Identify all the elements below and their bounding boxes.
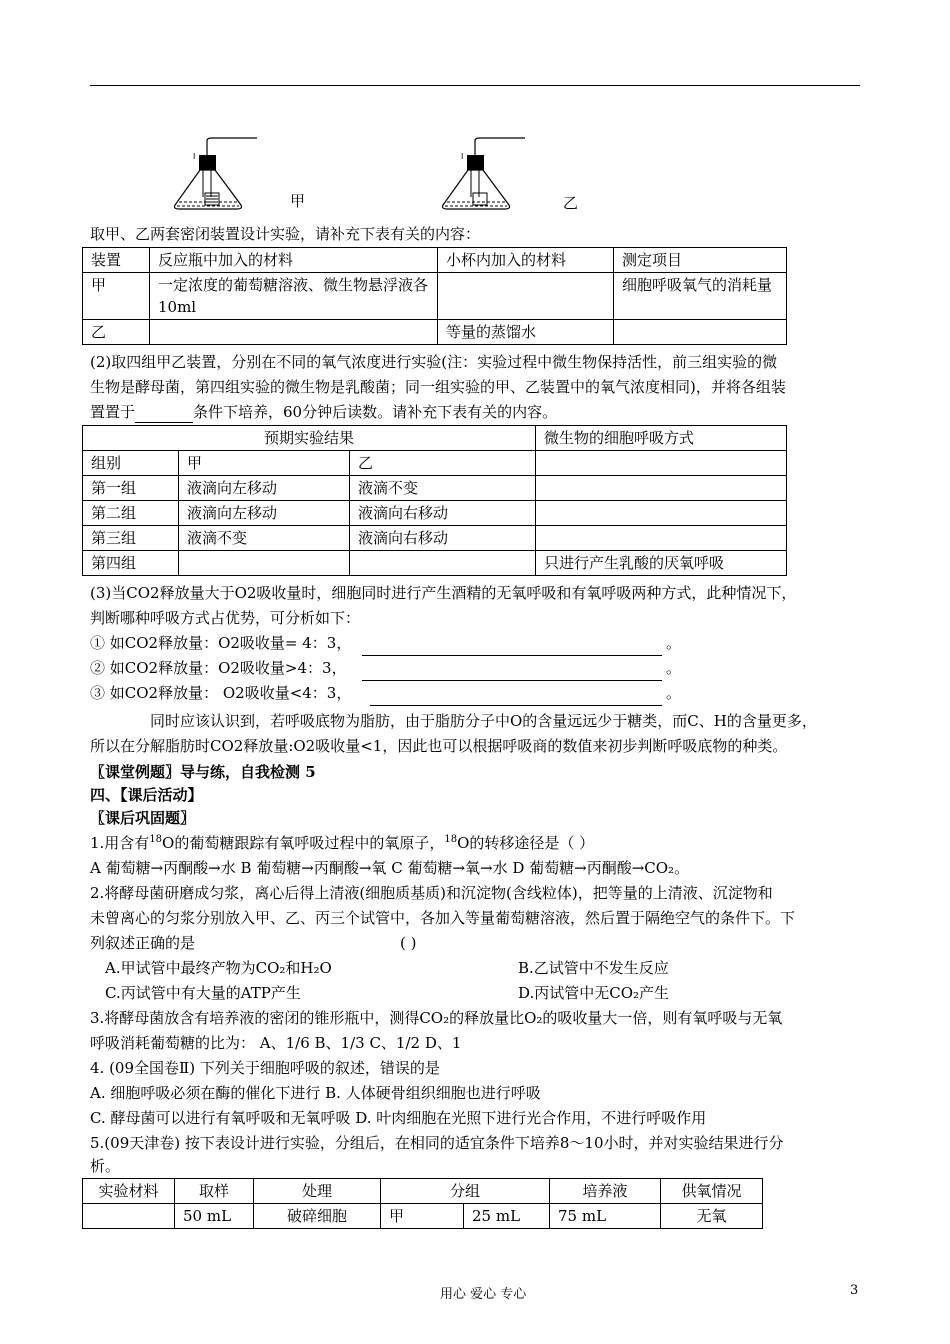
heading-example: 〖课堂例题〗导与练，自我检测 5 — [90, 763, 316, 781]
isotope-superscript: 18 — [149, 834, 163, 845]
table-header-cell: 取样 — [175, 1179, 254, 1204]
table-cell — [536, 476, 787, 501]
period: 。 — [666, 634, 682, 652]
q3-item-1 — [90, 632, 682, 654]
heading-consolidate: 〖课后巩固题〗 — [90, 809, 196, 827]
table-results — [82, 425, 787, 576]
table-header-cell: 反应瓶中加入的材料 — [150, 248, 438, 273]
table-row — [83, 476, 787, 501]
q3-line1: (3)当CO2释放量大于O2吸收量时，细胞同时进行产生酒精的无氧呼吸和有氧呼吸两种方式，此种情况下， — [90, 584, 797, 602]
footer-text: 用心 爱心 专心 — [440, 1287, 527, 1302]
table-row — [83, 551, 787, 576]
q3-para1: 同时应该认识到，若呼吸底物为脂肪，由于脂肪分子中O的含量远远少于糖类，而C、H的含量更多， — [150, 712, 817, 730]
flask-a-icon — [175, 138, 258, 209]
figure-label-a: 甲 — [290, 192, 306, 210]
table-header-cell: 供氧情况 — [661, 1179, 763, 1204]
table-cell: 第二组 — [83, 501, 179, 526]
question-2-line2: 未曾离心的匀浆分别放入甲、乙、丙三个试管中，各加入等量葡萄糖溶液，然后置于隔绝空气的条件下。下 — [90, 909, 796, 927]
q3-para2: 所以在分解脂肪时CO2释放量:O2吸收量<1，因此也可以根据呼吸商的数值来初步判断呼吸底物的种类。 — [90, 737, 788, 755]
table-header-cell: 小杯内加入的材料 — [438, 248, 614, 273]
q2-option-a: A.甲试管中最终产物为CO₂和H₂O — [105, 959, 332, 977]
table-header-cell: 培养液 — [550, 1179, 661, 1204]
table-experiment — [82, 1178, 763, 1229]
q2-line2: 生物是酵母菌，第四组实验的微生物是乳酸菌；同一组实验的甲、乙装置中的氧气浓度相同)，并将各组装 — [90, 378, 786, 396]
table-cell: 甲 — [83, 273, 150, 320]
q3-item-3 — [90, 682, 682, 704]
table-cell — [438, 273, 614, 320]
q3-line2: 判断哪种呼吸方式占优势，可分析如下： — [90, 609, 361, 627]
question-3-line2: 呼吸消耗葡萄糖的比为： A、1/6 B、1/3 C、1/2 D、1 — [90, 1034, 462, 1052]
table-cell: 乙 — [83, 320, 150, 345]
isotope-superscript: 18 — [444, 834, 458, 845]
flask-b-icon — [443, 138, 526, 209]
question-1-options: A 葡萄糖→丙酮酸→水 B 葡萄糖→丙酮酸→氧 C 葡萄糖→氧→水 D 葡萄糖→丙酮酸→CO₂。 — [90, 859, 690, 877]
question-4-options-ab: A. 细胞呼吸必须在酶的催化下进行 B. 人体硬骨组织细胞也进行呼吸 — [90, 1084, 541, 1102]
table-row — [83, 451, 787, 476]
q3-item-text: ① 如CO2释放量：O2吸收量= 4：3， — [90, 634, 352, 652]
table-cell — [614, 320, 787, 345]
question-4-options-cd: C. 酵母菌可以进行有氧呼吸和无氧呼吸 D. 叶肉细胞在光照下进行光合作用，不进行呼吸作用 — [90, 1109, 707, 1127]
table-row — [83, 1204, 763, 1229]
table-cell — [536, 526, 787, 551]
q2-line3 — [90, 401, 557, 423]
table-header-cell: 预期实验结果 — [83, 426, 536, 451]
table-cell: 液滴向右移动 — [350, 501, 536, 526]
question-4: 4. (09全国卷Ⅱ) 下列关于细胞呼吸的叙述，错误的是 — [90, 1059, 440, 1077]
q1-text-c: O的转移途径是（ ） — [457, 834, 595, 852]
table-row — [83, 248, 787, 273]
table-header-cell: 处理 — [254, 1179, 381, 1204]
table-cell: 液滴向右移动 — [350, 526, 536, 551]
table-row — [83, 501, 787, 526]
table-cell: 一定浓度的葡萄糖溶液、微生物悬浮液各10ml — [150, 273, 438, 320]
table-cell — [536, 451, 787, 476]
table-header-cell: 装置 — [83, 248, 150, 273]
q2-option-c: C.丙试管中有大量的ATP产生 — [105, 984, 301, 1002]
table-cell: 液滴向左移动 — [179, 501, 350, 526]
q2-line3a: 置置于 — [90, 403, 136, 421]
question-2-line1: 2.将酵母菌研磨成匀浆，离心后得上清液(细胞质基质)和沉淀物(含线粒体)，把等量的上清液、沉淀物和 — [90, 884, 773, 902]
period: 。 — [666, 659, 682, 677]
table-cell: 只进行产生乳酸的厌氧呼吸 — [536, 551, 787, 576]
table-cell: 液滴不变 — [179, 526, 350, 551]
blank-answer-2[interactable] — [362, 662, 662, 681]
table-header-cell: 组别 — [83, 451, 179, 476]
table-row — [83, 1179, 763, 1204]
page-number: 3 — [850, 1283, 859, 1298]
table-cell: 第四组 — [83, 551, 179, 576]
table-cell: 75 mL — [550, 1204, 661, 1229]
table-cell — [83, 1204, 175, 1229]
blank-condition[interactable] — [135, 404, 193, 423]
q1-text-a: 1.用含有 — [90, 834, 150, 852]
table-row — [83, 320, 787, 345]
heading-after-class: 四、【课后活动】 — [90, 786, 203, 804]
table-cell — [150, 320, 438, 345]
svg-text:I: I — [461, 152, 464, 161]
table-header-cell: 测定项目 — [614, 248, 787, 273]
table-cell: 破碎细胞 — [254, 1204, 381, 1229]
blank-answer-1[interactable] — [362, 637, 662, 656]
table-row — [83, 526, 787, 551]
question-5-line2: 析。 — [90, 1157, 121, 1175]
table-header-cell: 实验材料 — [83, 1179, 175, 1204]
q1-text-b: O的葡萄糖跟踪有氧呼吸过程中的氧原子， — [162, 834, 445, 852]
apparatus-figure — [165, 135, 605, 215]
question-5-line1: 5.(09天津卷) 按下表设计进行实验，分组后，在相同的适宜条件下培养8～10小时，并对实验结果进行分 — [90, 1134, 784, 1152]
question-2-line3: 列叙述正确的是 — [90, 934, 196, 952]
table-cell: 液滴向左移动 — [179, 476, 350, 501]
table-cell — [179, 551, 350, 576]
table-cell: 等量的蒸馏水 — [438, 320, 614, 345]
table-header-cell: 分组 — [381, 1179, 550, 1204]
q3-item-2 — [90, 657, 682, 679]
intro-text: 取甲、乙两套密闭装置设计实验，请补充下表有关的内容： — [90, 225, 481, 243]
table-cell — [350, 551, 536, 576]
table-row — [83, 273, 787, 320]
table-header-cell: 乙 — [350, 451, 536, 476]
q3-item-text: ③ 如CO2释放量： O2吸收量<4：3， — [90, 684, 352, 702]
q2-option-d: D.丙试管中无CO₂产生 — [518, 984, 670, 1002]
table-apparatus — [82, 247, 787, 345]
blank-answer-3[interactable] — [370, 687, 662, 706]
q2-option-b: B.乙试管中不发生反应 — [518, 959, 669, 977]
question-3-line1: 3.将酵母菌放含有培养液的密闭的锥形瓶中，测得CO₂的释放量比O₂的吸收量大一倍，则有氧呼吸与无氧 — [90, 1009, 783, 1027]
table-header-cell: 甲 — [179, 451, 350, 476]
q3-item-text: ② 如CO2释放量：O2吸收量>4：3， — [90, 659, 347, 677]
svg-text:I: I — [193, 152, 196, 161]
question-1 — [90, 832, 594, 854]
header-rule — [90, 85, 860, 86]
table-cell: 第三组 — [83, 526, 179, 551]
question-2-paren: ( ) — [400, 934, 417, 952]
table-cell: 液滴不变 — [350, 476, 536, 501]
period: 。 — [666, 684, 682, 702]
table-cell: 50 mL — [175, 1204, 254, 1229]
table-cell — [536, 501, 787, 526]
q2-line3b: 条件下培养，60分钟后读数。请补充下表有关的内容。 — [193, 403, 558, 421]
table-cell: 细胞呼吸氧气的消耗量 — [614, 273, 787, 320]
figure-label-b: 乙 — [563, 194, 579, 212]
table-cell: 第一组 — [83, 476, 179, 501]
table-cell: 甲 — [381, 1204, 464, 1229]
table-cell: 无氧 — [661, 1204, 763, 1229]
table-row — [83, 426, 787, 451]
table-cell: 25 mL — [464, 1204, 550, 1229]
table-header-cell: 微生物的细胞呼吸方式 — [536, 426, 787, 451]
q2-line1: (2)取四组甲乙装置，分别在不同的氧气浓度进行实验(注：实验过程中微生物保持活性，前三组实验的微 — [90, 353, 778, 371]
